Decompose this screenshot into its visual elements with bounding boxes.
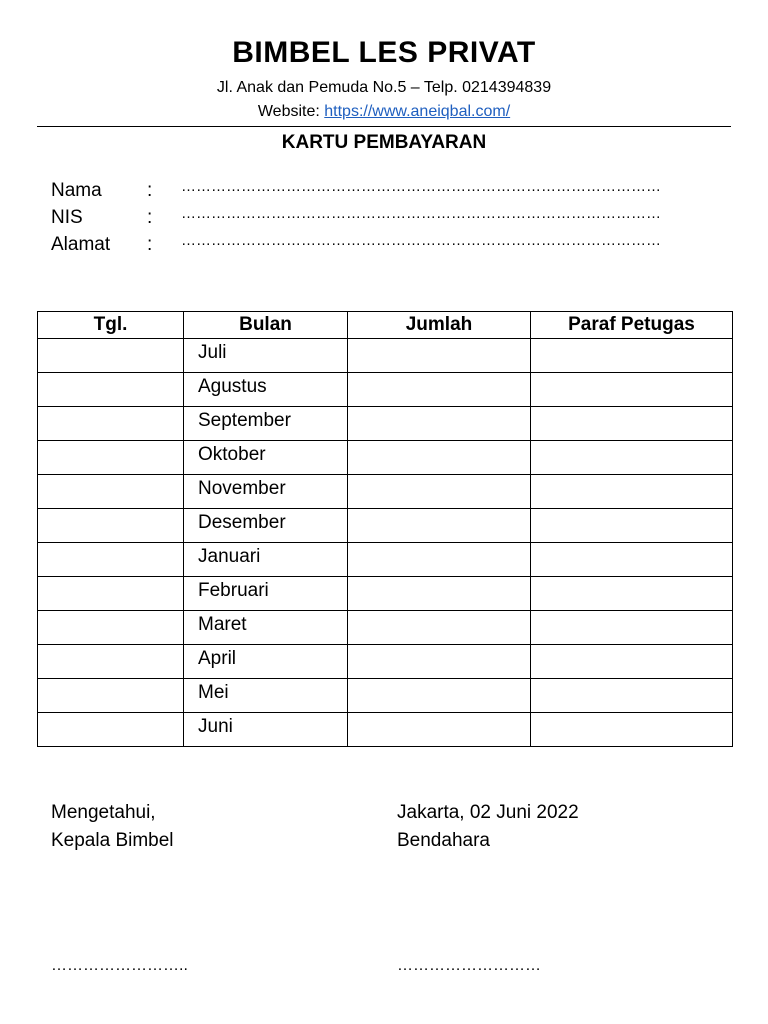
tgl-cell[interactable] — [38, 339, 184, 373]
bulan-cell: Oktober — [184, 441, 348, 475]
table-row — [38, 577, 733, 611]
table-row — [38, 475, 733, 509]
tgl-cell[interactable] — [38, 611, 184, 645]
header-bulan: Bulan — [184, 312, 348, 339]
paraf-cell[interactable] — [531, 611, 733, 645]
jumlah-cell[interactable] — [348, 441, 531, 475]
bulan-cell: Februari — [184, 577, 348, 611]
jumlah-cell[interactable] — [348, 679, 531, 713]
payment-table — [37, 311, 733, 747]
header-jumlah: Jumlah — [348, 312, 531, 339]
sig-left-line2: Kepala Bimbel — [51, 830, 174, 851]
paraf-cell[interactable] — [531, 407, 733, 441]
jumlah-cell[interactable] — [348, 611, 531, 645]
tgl-cell[interactable] — [38, 441, 184, 475]
table-row — [38, 407, 733, 441]
table-row — [38, 543, 733, 577]
website-line — [0, 103, 768, 121]
bulan-cell: September — [184, 407, 348, 441]
field-label: Alamat — [51, 234, 111, 255]
tgl-cell[interactable] — [38, 679, 184, 713]
table-row — [38, 339, 733, 373]
sig-right-line2: Bendahara — [397, 830, 490, 851]
jumlah-cell[interactable] — [348, 577, 531, 611]
bulan-cell: November — [184, 475, 348, 509]
paraf-cell[interactable] — [531, 543, 733, 577]
website-link[interactable]: https://www.aneiqbal.com/ — [324, 103, 511, 120]
table-header-row — [38, 312, 733, 339]
table-row — [38, 645, 733, 679]
bulan-cell: Juni — [184, 713, 348, 747]
paraf-cell[interactable] — [531, 577, 733, 611]
field-nama — [51, 180, 711, 204]
field-colon: : — [147, 207, 153, 228]
page-title: BIMBEL LES PRIVAT — [232, 36, 536, 69]
jumlah-cell[interactable] — [348, 713, 531, 747]
table-row — [38, 679, 733, 713]
paraf-cell[interactable] — [531, 339, 733, 373]
bulan-cell: Maret — [184, 611, 348, 645]
tgl-cell[interactable] — [38, 373, 184, 407]
paraf-cell[interactable] — [531, 475, 733, 509]
tgl-cell[interactable] — [38, 475, 184, 509]
table-row — [38, 713, 733, 747]
sig-right-line1: Jakarta, 02 Juni 2022 — [397, 802, 579, 823]
field-nis — [51, 207, 711, 231]
tgl-cell[interactable] — [38, 407, 184, 441]
card-title: KARTU PEMBAYARAN — [281, 132, 487, 153]
header-tgl: Tgl. — [38, 312, 184, 339]
jumlah-cell[interactable] — [348, 475, 531, 509]
jumlah-cell[interactable] — [348, 509, 531, 543]
jumlah-cell[interactable] — [348, 645, 531, 679]
paraf-cell[interactable] — [531, 441, 733, 475]
bulan-cell: Mei — [184, 679, 348, 713]
paraf-cell[interactable] — [531, 373, 733, 407]
field-blank: …………………………………………………………………………………… — [181, 178, 661, 195]
field-colon: : — [147, 180, 153, 201]
table-row — [38, 441, 733, 475]
bulan-cell: Desember — [184, 509, 348, 543]
jumlah-cell[interactable] — [348, 339, 531, 373]
table-row — [38, 373, 733, 407]
bulan-cell: Agustus — [184, 373, 348, 407]
website-label: Website: — [257, 103, 325, 120]
address-line: Jl. Anak dan Pemuda No.5 – Telp. 0214394839 — [216, 79, 552, 96]
header-paraf: Paraf Petugas — [531, 312, 733, 339]
paraf-cell[interactable] — [531, 713, 733, 747]
header-divider — [37, 126, 731, 127]
paraf-cell[interactable] — [531, 679, 733, 713]
paraf-cell[interactable] — [531, 509, 733, 543]
field-blank: …………………………………………………………………………………… — [181, 232, 661, 249]
tgl-cell[interactable] — [38, 645, 184, 679]
jumlah-cell[interactable] — [348, 543, 531, 577]
field-colon: : — [147, 234, 153, 255]
sig-left-blank: …………………….. — [51, 957, 188, 974]
tgl-cell[interactable] — [38, 577, 184, 611]
bulan-cell: April — [184, 645, 348, 679]
field-blank: …………………………………………………………………………………… — [181, 205, 661, 222]
field-label: Nama — [51, 180, 102, 201]
tgl-cell[interactable] — [38, 543, 184, 577]
jumlah-cell[interactable] — [348, 373, 531, 407]
field-label: NIS — [51, 207, 83, 228]
paraf-cell[interactable] — [531, 645, 733, 679]
bulan-cell: Juli — [184, 339, 348, 373]
bulan-cell: Januari — [184, 543, 348, 577]
table-row — [38, 611, 733, 645]
tgl-cell[interactable] — [38, 509, 184, 543]
sig-right-blank: ……………………… — [397, 957, 541, 974]
field-alamat — [51, 234, 711, 258]
jumlah-cell[interactable] — [348, 407, 531, 441]
sig-left-line1: Mengetahui, — [51, 802, 156, 823]
tgl-cell[interactable] — [38, 713, 184, 747]
table-row — [38, 509, 733, 543]
